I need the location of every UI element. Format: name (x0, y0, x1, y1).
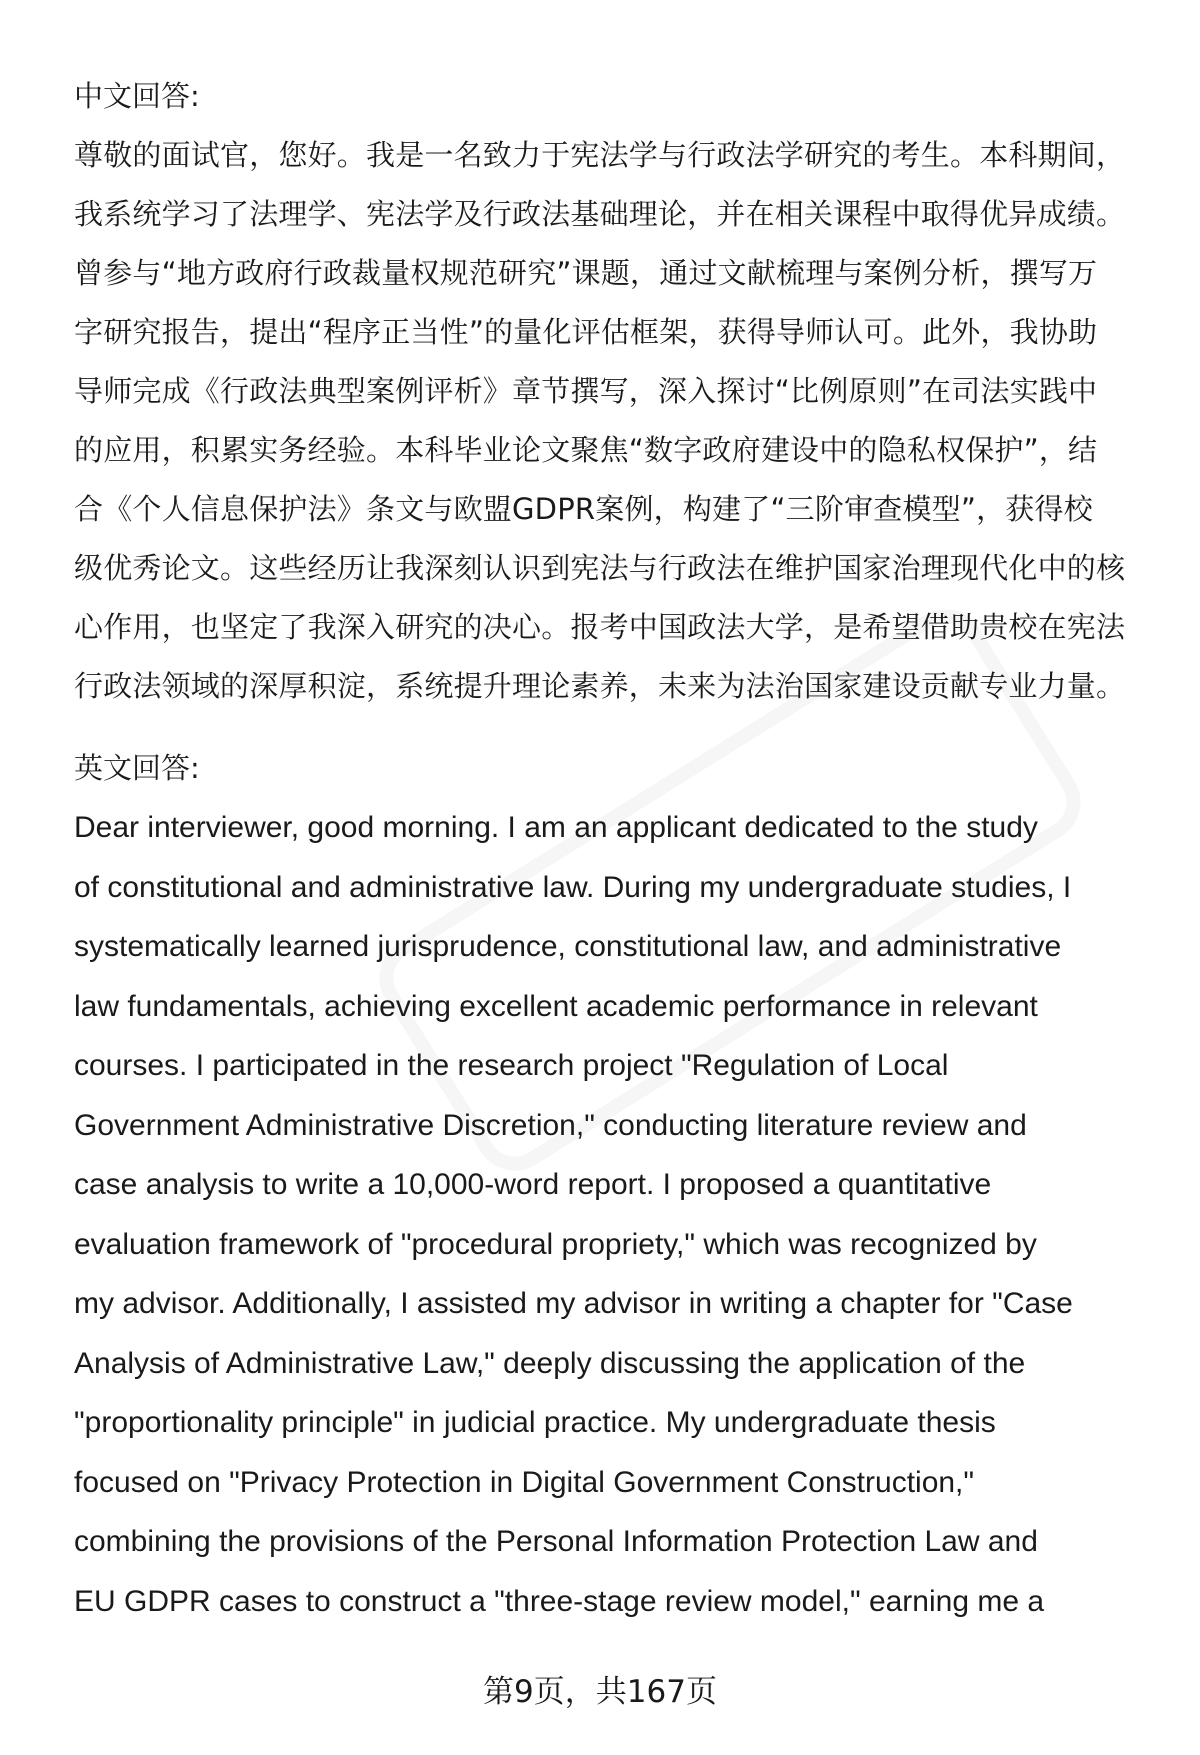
english-line: my advisor. Additionally, I assisted my advisor in writing a chapter for "Case (74, 1287, 1073, 1320)
chinese-line: 级优秀论文。这些经历让我深刻认识到宪法与行政法在维护国家治理现代化中的核 (74, 551, 1126, 585)
english-line: Analysis of Administrative Law," deeply discussing the application of the (74, 1346, 1026, 1380)
chinese-line: 心作用，也坚定了我深入研究的决心。报考中国政法大学，是希望借助贵校在宪法 (74, 610, 1126, 644)
page-content (74, 66, 1154, 1631)
english-line: courses. I participated in the research project "Regulation of Local (74, 1049, 949, 1082)
english-line: evaluation framework of "procedural propriety," which was recognized by (74, 1227, 1037, 1261)
page-number-footer: 第9页，共167页 (483, 1674, 717, 1710)
english-line: combining the provisions of the Personal Information Protection Law and (74, 1525, 1038, 1558)
english-answer-label: 英文回答: (74, 751, 200, 785)
chinese-line: 曾参与“地方政府行政裁量权规范研究”课题，通过文献梳理与案例分析，撰写万 (74, 256, 1098, 290)
chinese-answer-label: 中文回答: (74, 79, 200, 113)
english-line: Government Administrative Discretion," conducting literature review and (74, 1108, 1027, 1142)
english-line: of constitutional and administrative law. During my undergraduate studies, I (74, 870, 1072, 904)
chinese-line: 行政法领域的深厚积淀，系统提升理论素养，未来为法治国家建设贡献专业力量。 (74, 669, 1126, 703)
english-line: EU GDPR cases to construct a "three-stage review model," earning me a (74, 1584, 1045, 1618)
chinese-line: 的应用，积累实务经验。本科毕业论文聚焦“数字政府建设中的隐私权保护”，结 (74, 433, 1098, 467)
english-line: case analysis to write a 10,000-word report. I proposed a quantitative (74, 1168, 992, 1201)
english-line: "proportionality principle" in judicial practice. My undergraduate thesis (74, 1406, 996, 1439)
english-line: focused on "Privacy Protection in Digital Government Construction," (74, 1465, 975, 1499)
chinese-line: 尊敬的面试官，您好。我是一名致力于宪法学与行政法学研究的考生。本科期间， (74, 138, 1126, 172)
english-line: law fundamentals, achieving excellent academic performance in relevant (74, 989, 1038, 1023)
chinese-line: 合《个人信息保护法》条文与欧盟GDPR案例，构建了“三阶审查模型”，获得校 (74, 492, 1093, 526)
chinese-line: 字研究报告，提出“程序正当性”的量化评估框架，获得导师认可。此外，我协助 (74, 315, 1098, 349)
english-line: systematically learned jurisprudence, constitutional law, and administrative (74, 930, 1062, 963)
chinese-answer-body (74, 126, 1154, 716)
chinese-line: 导师完成《行政法典型案例评析》章节撰写，深入探讨“比例原则”在司法实践中 (74, 374, 1098, 408)
english-line: Dear interviewer, good morning. I am an applicant dedicated to the study (74, 811, 1038, 844)
english-answer-body (74, 798, 1154, 1631)
chinese-line: 我系统学习了法理学、宪法学及行政法基础理论，并在相关课程中取得优异成绩。 (74, 197, 1126, 231)
